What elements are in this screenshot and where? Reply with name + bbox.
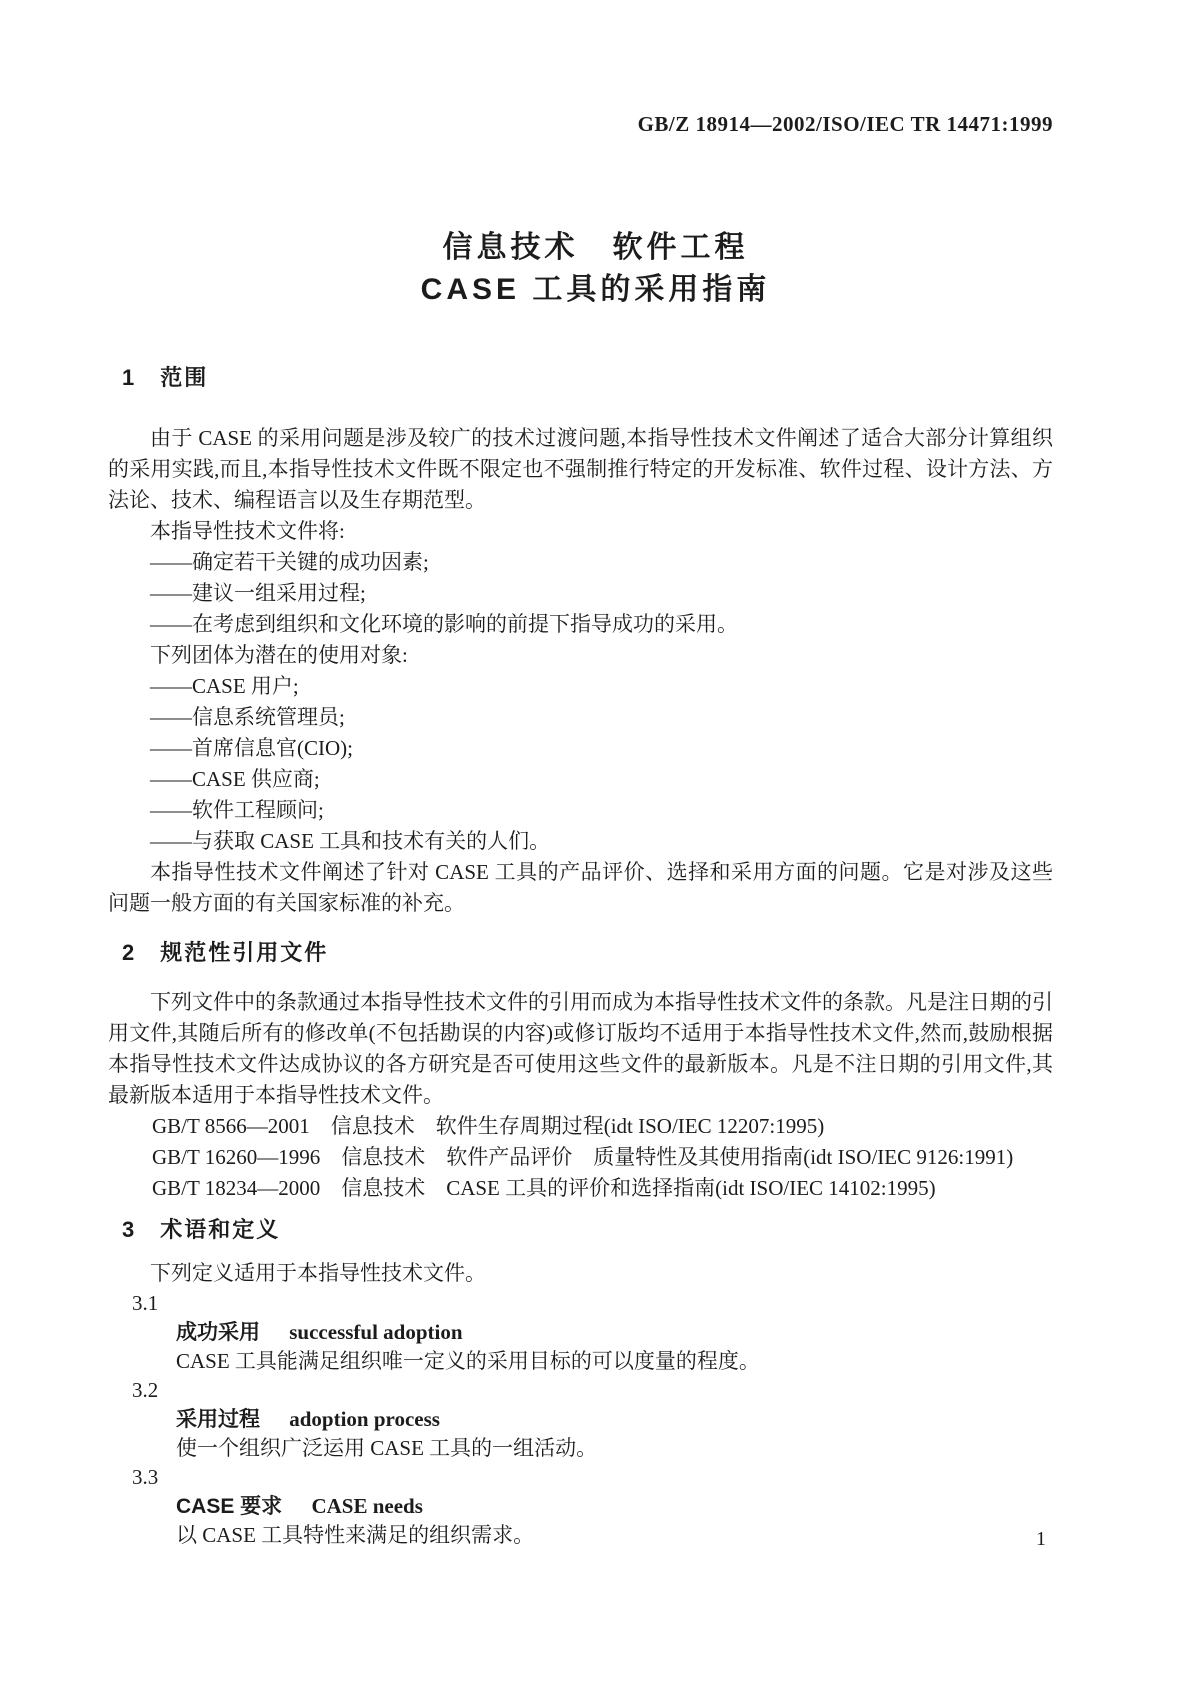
definition-term [108, 1492, 1053, 1521]
term-zh: 成功采用 [176, 1321, 260, 1344]
definition-block-3-2 [108, 1376, 1053, 1463]
standard-code-header: GB/Z 18914—2002/ISO/IEC TR 14471:1999 [637, 112, 1053, 136]
list-item-audience: ——与获取 CASE 工具和技术有关的人们。 [150, 829, 551, 853]
clause-1-paragraph-intro-will: 本指导性技术文件将: [150, 519, 345, 543]
clause-1-heading: 1 范围 [122, 365, 209, 390]
definition-text: 以 CASE 工具特性来满足的组织需求。 [176, 1523, 535, 1547]
definition-text: CASE 工具能满足组织唯一定义的采用目标的可以度量的程度。 [176, 1349, 760, 1373]
term-zh: 采用过程 [176, 1408, 260, 1431]
definition-number: 3.1 [132, 1291, 159, 1315]
list-item-audience: ——软件工程顾问; [150, 798, 324, 822]
clause-1-paragraph-supplement: 本指导性技术文件阐述了针对 CASE 工具的产品评价、选择和采用方面的问题。它是对涉及这些问题一般方面的有关国家标准的补充。 [108, 860, 1053, 915]
clause-3-heading: 3 术语和定义 [122, 1217, 281, 1242]
definition-text: 使一个组织广泛运用 CASE 工具的一组活动。 [176, 1436, 598, 1460]
reference-item: GB/T 16260—1996 信息技术 软件产品评价 质量特性及其使用指南(idt ISO/IEC 9126:1991) [152, 1145, 1014, 1169]
clause-2-paragraph-normative: 下列文件中的条款通过本指导性技术文件的引用而成为本指导性技术文件的条款。凡是注日期的引用文件,其随后所有的修改单(不包括勘误的内容)或修订版均不适用于本指导性技术文件,然而,鼓励根据本指导性技术文件达成协议的各方研究是否可使用这些文件的最新版本。凡是不注日期的引用文件,其最新版本适用于本指导性技术文件。 [108, 990, 1053, 1107]
reference-item: GB/T 8566—2001 信息技术 软件生存周期过程(idt ISO/IEC 12207:1995) [152, 1114, 825, 1138]
document-title-line1: 信息技术 软件工程 [442, 231, 749, 264]
document-title [0, 227, 1191, 311]
definition-number: 3.2 [132, 1378, 159, 1402]
term-en: CASE needs [311, 1494, 423, 1518]
definition-term [108, 1405, 1053, 1434]
term-en: adoption process [289, 1407, 440, 1431]
definition-number: 3.3 [132, 1465, 159, 1489]
list-item-will: ——确定若干关键的成功因素; [150, 550, 429, 574]
term-en: successful adoption [289, 1320, 463, 1344]
document-title-line2: CASE 工具的采用指南 [420, 273, 771, 306]
clause-1-paragraph-intro-audience: 下列团体为潜在的使用对象: [150, 643, 408, 667]
list-item-audience: ——首席信息官(CIO); [150, 736, 353, 760]
list-item-audience: ——CASE 用户; [150, 674, 299, 698]
clause-1-paragraph-scope: 由于 CASE 的采用问题是涉及较广的技术过渡问题,本指导性技术文件阐述了适合大部分计算组织的采用实践,而且,本指导性技术文件既不限定也不强制推行特定的开发标准、软件过程、设计方法、方法论、技术、编程语言以及生存期范型。 [108, 426, 1053, 512]
definition-block-3-1 [108, 1289, 1053, 1376]
clause-2-heading: 2 规范性引用文件 [122, 940, 329, 965]
reference-item: GB/T 18234—2000 信息技术 CASE 工具的评价和选择指南(idt ISO/IEC 14102:1995) [152, 1176, 936, 1200]
definition-term [108, 1318, 1053, 1347]
term-zh: CASE 要求 [176, 1495, 283, 1518]
document-body [108, 362, 1053, 1550]
list-item-audience: ——信息系统管理员; [150, 705, 345, 729]
clause-3-paragraph-intro: 下列定义适用于本指导性技术文件。 [150, 1261, 486, 1285]
list-item-audience: ——CASE 供应商; [150, 767, 320, 791]
list-item-will: ——建议一组采用过程; [150, 581, 366, 605]
list-item-will: ——在考虑到组织和文化环境的影响的前提下指导成功的采用。 [150, 612, 738, 636]
page-number: 1 [1036, 1528, 1046, 1550]
